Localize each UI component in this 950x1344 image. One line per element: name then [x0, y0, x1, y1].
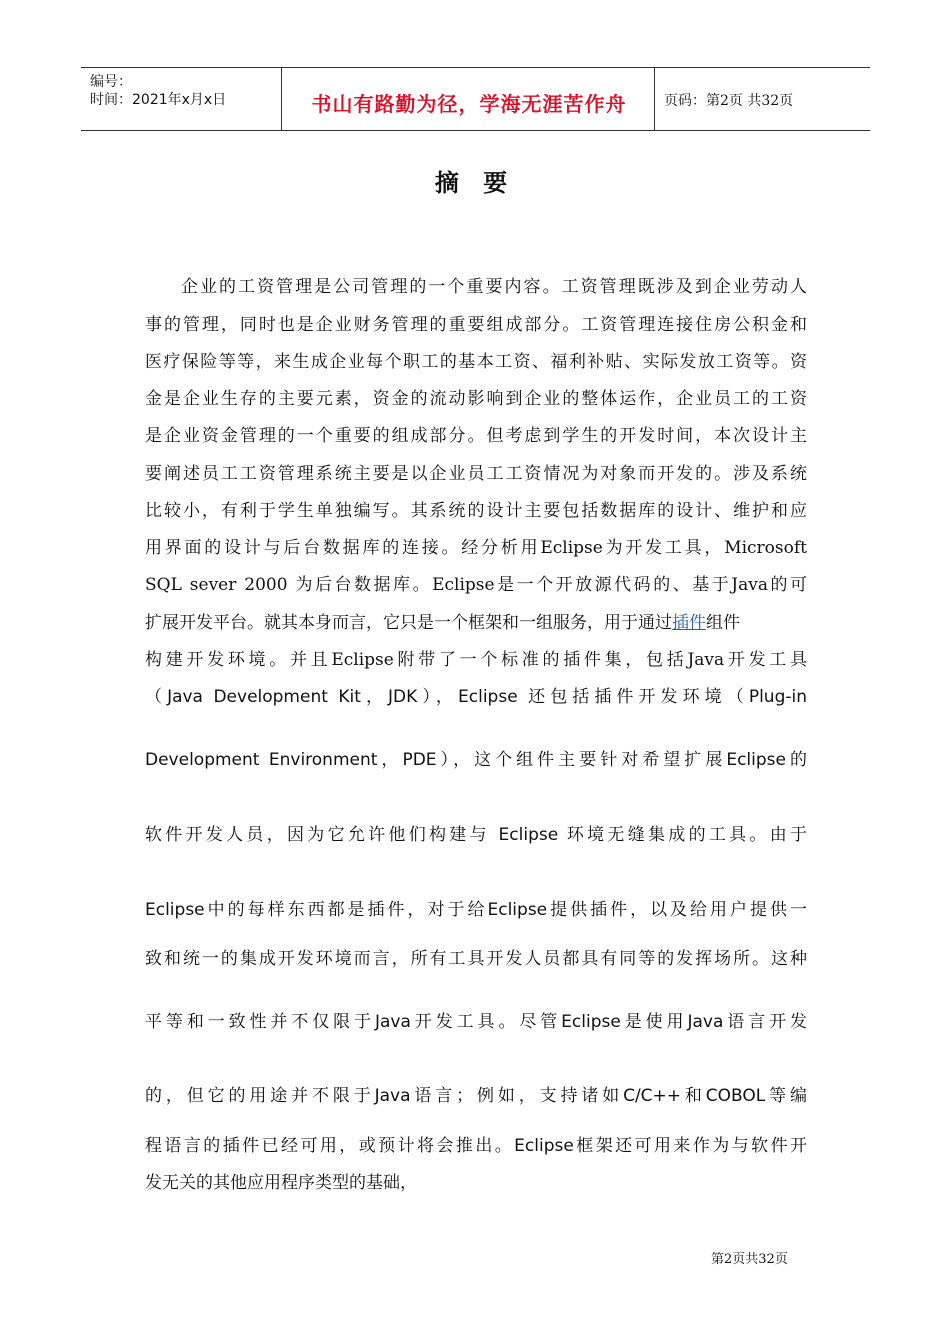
- body-line: 是企业资金管理的一个重要的组成部分。但考虑到学生的开发时间，本次设计主: [145, 426, 807, 446]
- body-line: 用界面的设计与后台数据库的连接。经分析用Eclipse为开发工具，Microsoft: [145, 538, 807, 558]
- body-line: Eclipse中的每样东西都是插件，对于给Eclipse提供插件，以及给用户提供一: [145, 900, 807, 920]
- body-line: 金是企业生存的主要元素，资金的流动影响到企业的整体运作，企业员工的工资: [145, 389, 807, 409]
- number-label: 编号：: [90, 74, 132, 90]
- body-line: 发无关的其他应用程序类型的基础，: [145, 1173, 417, 1193]
- body-line: 软件开发人员，因为它允许他们构建与 Eclipse 环境无缝集成的工具。由于: [145, 825, 807, 845]
- header-page-info: 页码：第2页 共32页: [664, 93, 794, 109]
- body-text: 扩展开发平台。就其本身而言，它只是一个框架和一组服务，用于通过: [145, 613, 672, 633]
- page-title: 摘 要: [434, 169, 516, 197]
- body-text: 组件: [706, 613, 740, 633]
- body-line: 事的管理，同时也是企业财务管理的重要组成部分。工资管理连接住房公积金和: [145, 315, 807, 335]
- plugin-link[interactable]: 插件: [672, 613, 706, 633]
- header-motto: 书山有路勤为径，学海无涯苦作舟: [311, 92, 627, 116]
- body-line: 要阐述员工工资管理系统主要是以企业员工工资情况为对象而开发的。涉及系统: [145, 464, 807, 484]
- body-line: 企业的工资管理是公司管理的一个重要内容。工资管理既涉及到企业劳动人: [181, 277, 807, 297]
- date-label: 时间：2021年x月x日: [90, 92, 227, 108]
- body-line: Development Environment，PDE），这个组件主要针对希望扩展Eclipse的: [145, 750, 807, 770]
- body-line: 医疗保险等等，来生成企业每个职工的基本工资、福利补贴、实际发放工资等。资: [145, 352, 807, 372]
- body-line: （Java Development Kit，JDK），Eclipse 还包括插件开发环境（Plug-in: [145, 687, 807, 707]
- body-line: 构建开发环境。并且Eclipse附带了一个标准的插件集，包括Java开发工具: [145, 650, 807, 670]
- body-line: 程语言的插件已经可用，或预计将会推出。Eclipse框架还可用来作为与软件开: [145, 1136, 807, 1156]
- body-line: 平等和一致性并不仅限于Java开发工具。尽管Eclipse是使用Java语言开发: [145, 1012, 807, 1032]
- body-line: 的，但它的用途并不限于Java语言；例如，支持诸如C/C++和COBOL等编: [145, 1086, 807, 1106]
- page-footer: 第2页共32页: [711, 1252, 788, 1267]
- body-line: SQL sever 2000 为后台数据库。Eclipse是一个开放源代码的、基于Java的可: [145, 575, 807, 595]
- body-line: [145, 608, 807, 633]
- header-divider: [281, 68, 282, 130]
- body-line: 致和统一的集成开发环境而言，所有工具开发人员都具有同等的发挥场所。这种: [145, 949, 807, 969]
- body-line: 比较小，有利于学生单独编写。其系统的设计主要包括数据库的设计、维护和应: [145, 501, 807, 521]
